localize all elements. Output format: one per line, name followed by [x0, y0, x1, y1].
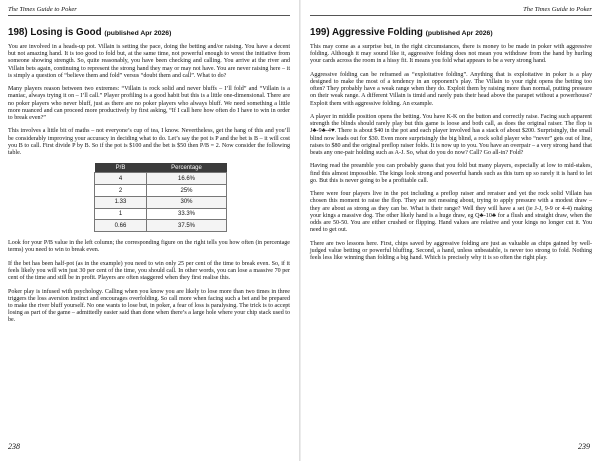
table-row [95, 185, 227, 197]
paragraph: Look for your P/B value in the left column; the corresponding figure on the right tells you how often (in percentage terms) you need to win to break even. [8, 240, 290, 254]
table-cell: 1.33 [95, 196, 147, 208]
paragraph: Having read the preamble you can probably guess that you fold but many players, especially at low to mid-stakes, find this almost impossible. The kings look strong and powerful hands such as this turn up so rarely it is hard to let go. But this is never going to be a profitable call. [310, 163, 592, 184]
paragraph: If the bet has been half-pot (as in the example) you need to win only 25 per cent of the time to break even. So, if it feels likely you will win just 30 per cent of the time, you should call. In other words, you can lose a massive 70 per cent of the time and still be in profit. Players are often staggered when they first realise this. [8, 260, 290, 282]
table-header-cell: Percentage [147, 163, 227, 173]
page-number: 238 [8, 442, 20, 451]
table-cell: 25% [147, 185, 227, 197]
running-head-text: The Times Guide to Poker [523, 6, 592, 13]
table-cell: 1 [95, 208, 147, 220]
article-title [8, 27, 290, 38]
paragraph: Aggressive folding can be reframed as “exploitative folding”. Anything that is exploitative in poker is a play designed to make the most of a tendency in an opponent’s play. The Villain to your right opens the betting too often? They probably have a weak range when they do. Exploit them by raising more than normal, putting pressure on their weak range. A different Villain is timid and rarely puts their head above the parapet without a powerhouse? Exploit them with aggressive folding. An example. [310, 71, 592, 107]
paragraph: Poker play is infused with psychology. Calling when you know you are likely to lose more than two times in three triggers the loss aversion instinct and encourages overfolding. So call more when facing such a bet and be prepared to make the river bluff yourself. No one wants to lose but, in poker, a fear of loss is paralysing. The trick is to accept losing as part of the game – admittedly easier said than done when there’s a large hole where your chip stack used to be. [8, 288, 290, 324]
article-title-text: 199) Aggressive Folding [310, 27, 423, 38]
page-number: 239 [578, 442, 590, 451]
paragraph: You are involved in a heads-up pot. Villain is setting the pace, doing the betting and/or raising. You have a decent but not amazing hand. It is too good to fold but, at the same time, not powerful enough to wrest the initiative from someone showing strength. So, quite reasonably, you have been checking and calling. You arrive at the river and Villain bets again, continuing to represent the strong hand they may or may not have. You are never raising here – it is simply a question of “believe them and fold” versus “doubt them and call”. What to do? [8, 44, 290, 79]
table-row [95, 220, 227, 232]
publication-note: (published Apr 2026) [425, 30, 493, 37]
paragraph: This involves a little bit of maths – not everyone’s cup of tea, I know. Nevertheless, get the hang of this and you’ll be considerably improving your accuracy in deciding what to do. Let’s say the pot is P and the bet is B – it will cost you B to call. First divide P by B. So if the pot is $100 and the bet is $50 then P/B = 2. Now consider the following table. [8, 128, 290, 157]
running-head [310, 6, 592, 16]
table-cell: 33.3% [147, 208, 227, 220]
break-even-table [94, 163, 227, 232]
table-cell: 0.66 [95, 220, 147, 232]
table-cell: 16.6% [147, 173, 227, 185]
table-cell: 2 [95, 185, 147, 197]
table-row [95, 196, 227, 208]
publication-note: (published Apr 2026) [104, 30, 172, 37]
paragraph: This may come as a surprise but, in the right circumstances, there is money to be made in poker with aggressive folding. Although it may sound like it, aggressive folding does not mean you withdraw from the hand by hurling your cards across the room in a hissy fit. It means you fold what appears to be a very strong hand. [310, 44, 592, 65]
table-header-cell: P/B [95, 163, 147, 173]
paragraph: There were four players live in the pot including a preflop raiser and reraiser and yet the rock solid Villain has chosen this moment to raise the flop. They are not messing about, trying to apply pressure with a modest draw – they are about as strong as they can be. What is their range? Well they will have a set (ie J-J, 9-9 or 4-4) making your kings a massive dog. The other likely hand is a huge draw, eg Q♣-10♣ for a flush and straight draw, when the odds are 50-50. You are either crushed or flipping. Hand values are relative and your kings no longer cut it. You need to get out. [310, 191, 592, 234]
table-row [95, 208, 227, 220]
paragraph: There are two lessons here. First, chips saved by aggressive folding are just as valuable as chips gained by well-judged value betting or powerful bluffing. Second, a hand, unless unbeatable, is never too strong to fold. Nothing feels less like winning than folding a big hand. Which is precisely why it is so often the right play. [310, 240, 592, 262]
running-head [8, 6, 290, 16]
paragraph: A player in middle position opens the betting. You have K-K on the button and correctly raise. Facing such apparent strength the blinds should rarely play but this game is loose and both call, as does the original raiser. The flop is J♣-9♣-4♥. There is about $40 in the pot and each player involved has a stack of about $200. Surprisingly, the small blind now leads out for $30. Even more surprisingly the big blind, a rock solid player who “never” gets out of line, raises to $80 and the original preflop raiser folds. It is now up to you. You have an overpair – a very strong hand that beats any one-pair holding such as A-J. So, what do you do now? Call? Go all-in? Fold? [310, 114, 592, 157]
paragraph: Many players reason between two extremes: “Villain is rock solid and never bluffs – I’ll fold” and “Villain is a maniac, always trying it on – I’ll call.” Player profiling is a good habit but this is a little one-dimensional. There are no poker players who never bluff, just as there are no poker players who always bluff. We need something a little more nuanced and can proceed more productively by first asking, “If I call here how often do I have to win in order to break even?” [8, 86, 290, 122]
table-cell: 4 [95, 173, 147, 185]
table-cell: 37.5% [147, 220, 227, 232]
table-cell: 30% [147, 196, 227, 208]
running-head-text: The Times Guide to Poker [8, 6, 77, 13]
article-title [310, 27, 592, 38]
right-page [300, 0, 600, 461]
article-title-text: 198) Losing is Good [8, 27, 102, 38]
table-header-row [95, 163, 227, 173]
table-row [95, 173, 227, 185]
